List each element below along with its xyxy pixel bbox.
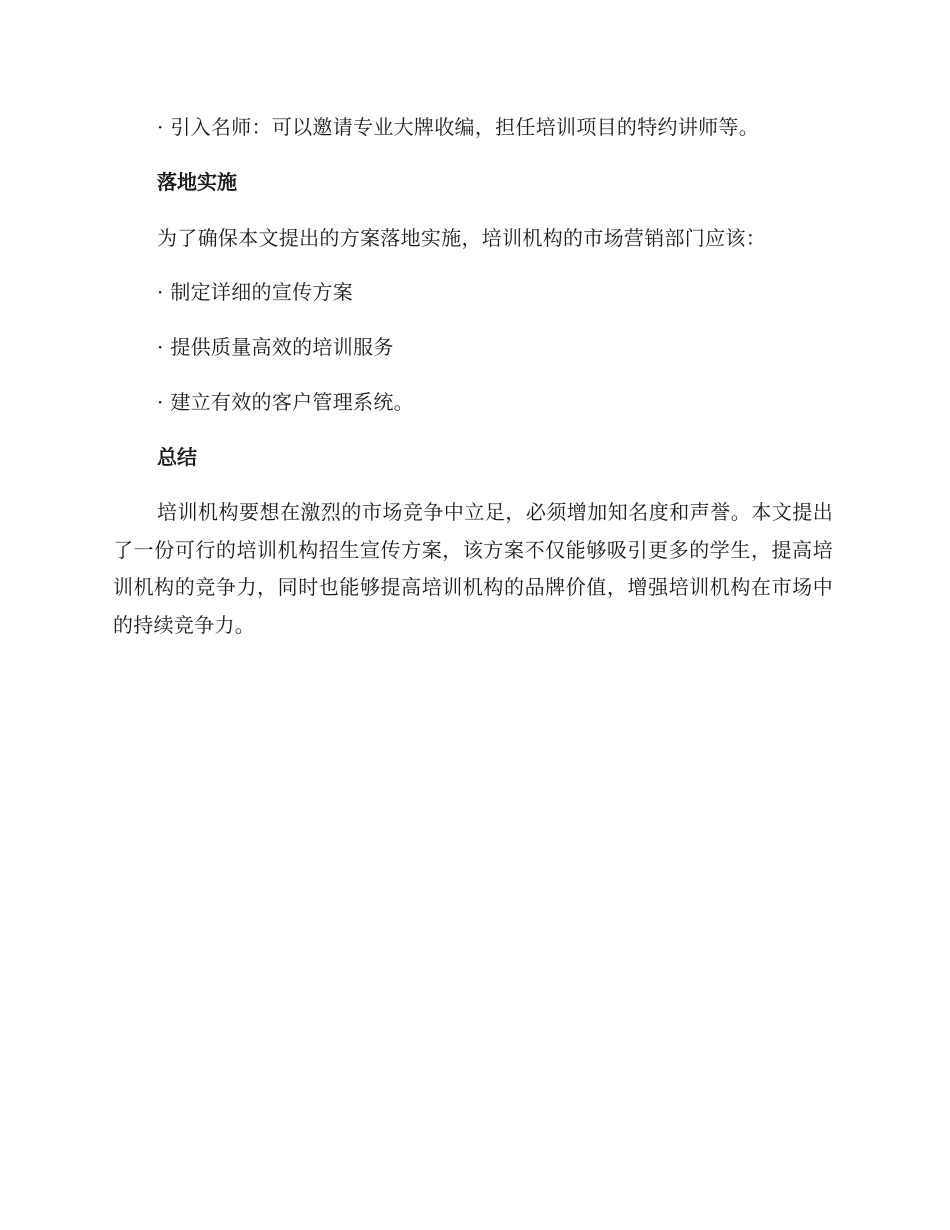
section-heading-implementation: 落地实施 [157, 170, 237, 194]
bullet-item: · 引入名师：可以邀请专业大牌收编，担任培训项目的特约讲师等。 [157, 115, 760, 139]
bullet-item: · 建立有效的客户管理系统。 [157, 390, 414, 414]
paragraph-intro: 为了确保本文提出的方案落地实施，培训机构的市场营销部门应该： [157, 226, 766, 250]
section-heading-summary: 总结 [157, 445, 197, 469]
bullet-item: · 制定详细的宣传方案 [157, 280, 354, 304]
summary-paragraph: 培训机构要想在激烈的市场竞争中立足，必须增加知名度和声誉。本文提出了一份可行的培训机构招生宣传方案，该方案不仅能够吸引更多的学生，提高培训机构的竞争力，同时也能够提高培训机构的品牌价值，增强培训机构在市场中的持续竞争力。 [113, 500, 833, 637]
bullet-item: · 提供质量高效的培训服务 [157, 335, 394, 359]
